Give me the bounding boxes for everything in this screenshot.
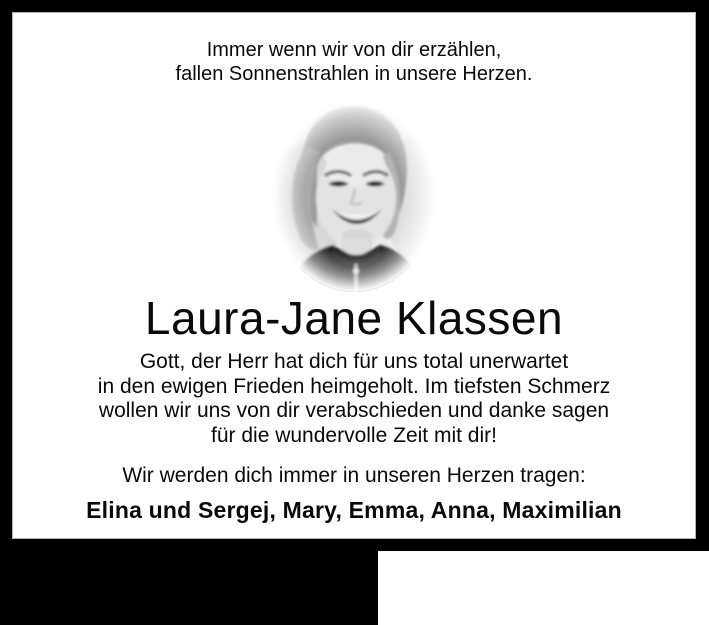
obituary-text — [13, 350, 695, 448]
obituary-text-line-2: in den ewigen Frieden heimgeholt. Im tiefsten Schmerz — [97, 374, 611, 398]
obituary-text-line-3: wollen wir uns von dir verabschieden und danke sagen — [98, 399, 610, 422]
epigraph — [13, 13, 695, 86]
background-white-panel — [378, 551, 709, 625]
epigraph-line-2: fallen Sonnenstrahlen in unsere Herzen. — [175, 63, 533, 85]
obituary-text-line-1: Gott, der Herr hat dich für uns total unerwartet — [139, 350, 569, 373]
obituary-text-line-4: für die wundervolle Zeit mit dir! — [211, 423, 497, 447]
mourners-names: Elina und Sergej, Mary, Emma, Anna, Maximilian — [86, 497, 622, 523]
portrait-photo — [271, 98, 437, 294]
epigraph-line-1: Immer wenn wir von dir erzählen, — [206, 39, 502, 61]
remembrance-line: Wir werden dich immer in unseren Herzen tragen: — [122, 464, 586, 487]
obituary-card — [12, 12, 696, 539]
deceased-name: Laura-Jane Klassen — [144, 292, 564, 344]
portrait-photo-image — [271, 98, 437, 294]
